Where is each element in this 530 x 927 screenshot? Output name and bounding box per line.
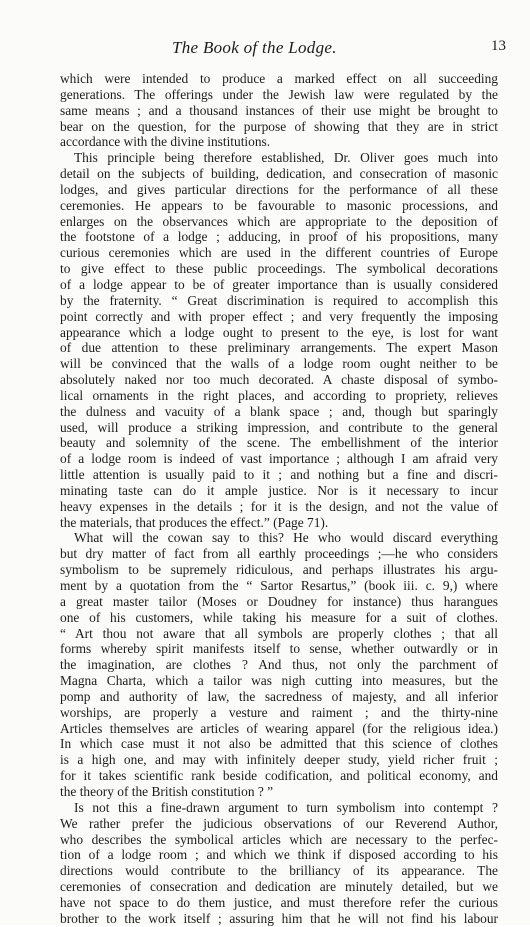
text-line: absolutely naked nor too much decorated. A chaste disposal of symbo- xyxy=(60,372,498,388)
text-line: is a high one, and may with infinitely deeper study, yield richer fruit ; xyxy=(60,752,498,768)
paragraph xyxy=(60,800,498,927)
text-line: In which case must it not also be admitted that this science of clothes xyxy=(60,736,498,752)
text-line: heavy expenses in the details ; for it is the design, and not the value of xyxy=(60,498,498,514)
text-line: Is not this a fine-drawn argument to turn symbolism into contempt ? xyxy=(74,799,498,815)
text-line: the footstone of a lodge ; adducing, in proof of his propositions, many xyxy=(60,229,498,245)
text-line: “ Art thou not aware that all symbols are properly clothes ; that all xyxy=(60,625,498,641)
text-line: What will the cowan say to this? He who would discard everything xyxy=(74,530,498,546)
text-line: of due attention to these preliminary arrangements. The expert Mason xyxy=(60,340,498,356)
text-line: enlarges on the observances which are appropriate to the deposition of xyxy=(60,213,498,229)
text-line: to give effect to these public proceedings. The symbolical decorations xyxy=(60,261,498,277)
text-line: have not space to do them justice, and must therefore refer the curious xyxy=(60,894,498,910)
text-line: ceremonies. He appears to be favourable to masonic processions, and xyxy=(60,197,498,213)
text-line: but dry matter of fact from all earthly proceedings ;—he who considers xyxy=(60,546,498,562)
text-line: worships, are properly a vesture and raiment ; and the thirty-nine xyxy=(60,704,498,720)
body-text xyxy=(60,71,498,927)
text-line: one of his customers, while taking his measure for a suit of clothes. xyxy=(60,609,498,625)
text-line: will be convinced that the walls of a lodge room ought neither to be xyxy=(60,356,498,372)
text-line: of a lodge appear to be of greater importance than is usually considered xyxy=(60,276,498,292)
text-line: generations. The offerings under the Jewish law were regulated by the xyxy=(60,86,498,102)
paragraph xyxy=(60,150,498,530)
text-line: This principle being therefore established, Dr. Oliver goes much into xyxy=(74,150,498,166)
running-head xyxy=(60,38,506,62)
paragraph xyxy=(60,530,498,799)
text-line: ceremonies of consecration and dedication are minutely detailed, but we xyxy=(60,879,498,895)
text-line: ment by a quotation from the “ Sartor Resartus,” (book iii. c. 9,) where xyxy=(60,578,498,593)
text-line: the materials, that produces the effect.” (Page 71). xyxy=(60,514,329,530)
text-line: We rather prefer the judicious observations of our Reverend Author, xyxy=(60,815,498,831)
text-line: who describes the symbolical articles which are necessary to the perfec- xyxy=(60,831,498,847)
text-line: little attention is usually paid to it ; and nothing but a fine and discri- xyxy=(60,467,498,483)
text-line: point correctly and with proper effect ; and very frequently the imposing xyxy=(60,308,498,324)
text-line: lical ornaments in the right places, and according to propriety, relieves xyxy=(60,387,498,403)
text-line: which were intended to produce a marked effect on all succeeding xyxy=(60,71,498,86)
page-number: 13 xyxy=(491,38,506,54)
text-line: lodges, and gives particular directions for the performance of all these xyxy=(60,181,498,197)
text-line: brother to the work itself ; assuring him that he will not find his labour xyxy=(60,910,498,926)
text-line: pomp and authority of law, the sacredness of majesty, and all inferior xyxy=(60,688,498,704)
text-line: used, will produce a striking impression, and contribute to the general xyxy=(60,419,498,435)
text-line: curious ceremonies which are used in the different countries of Europe xyxy=(60,245,498,261)
text-line: a great master tailor (Moses or Doudney for instance) thus harangues xyxy=(60,593,498,609)
text-line: the imagination, are clothes ? And thus, not only the parchment of xyxy=(60,657,498,673)
text-line: tion of a lodge room ; and which we think if disposed according to his xyxy=(60,847,498,863)
text-line: Articles themselves are articles of wearing apparel (for the religious idea.) xyxy=(60,720,498,736)
text-line: by the fraternity. “ Great discrimination is required to accomplish this xyxy=(60,292,498,308)
text-line: same means ; and a thousand instances of their use might be brought to xyxy=(60,102,498,118)
running-head-title: The Book of the Lodge. xyxy=(172,38,337,57)
text-line: forms whereby spirit manifests itself to sense, whether outwardly or in xyxy=(60,641,498,657)
text-line: the dulness and vacuity of a blank space ; and, though but sparingly xyxy=(60,403,498,419)
text-line: bear on the question, for the purpose of showing that they are in strict xyxy=(60,118,498,134)
text-line: Magna Charta, which a tailor was nigh cutting into measures, but the xyxy=(60,673,498,689)
text-line: accordance with the divine institutions. xyxy=(60,134,271,150)
text-line: the theory of the British constitution ? ” xyxy=(60,783,274,799)
text-line: detail on the subjects of building, dedication, and consecration of masonic xyxy=(60,166,498,182)
paragraph xyxy=(60,71,498,150)
text-line: minating taste can do it ample justice. Nor is it necessary to incur xyxy=(60,482,498,498)
text-line: appearance which a lodge ought to present to the eye, is lost for want xyxy=(60,324,498,340)
text-line: of a lodge room is indeed of vast importance ; although I am afraid very xyxy=(60,451,498,467)
text-line: symbolism to be supremely ridiculous, and perhaps illustrates his argu- xyxy=(60,562,498,578)
text-line: beauty and solemnity of the scene. The embellishment of the interior xyxy=(60,435,498,451)
text-line: for it takes scientific rank beside codification, and political economy, and xyxy=(60,768,498,784)
text-line: directions would contribute to the brilliancy of its appearance. The xyxy=(60,863,498,879)
